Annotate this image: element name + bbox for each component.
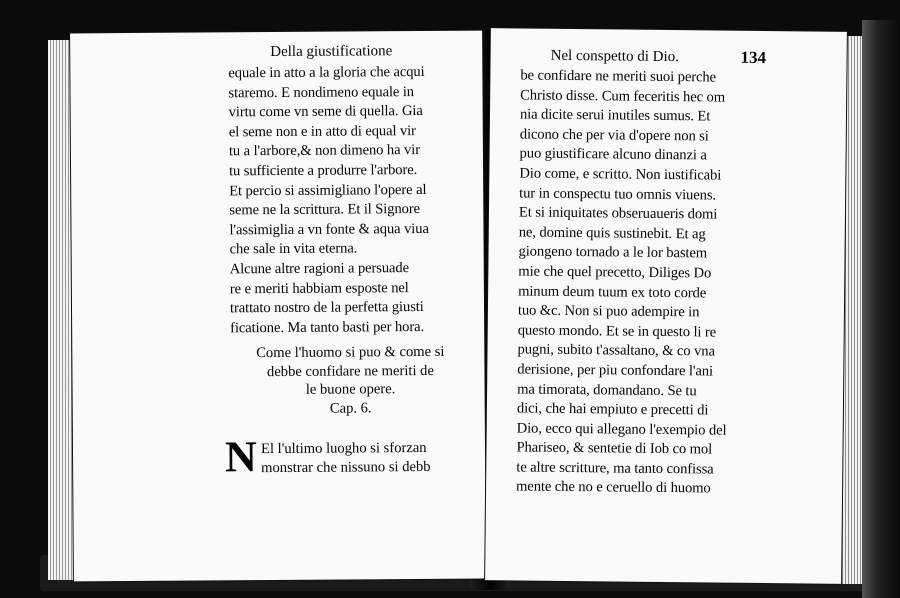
text-line: staremo. E nondimeno equale in xyxy=(228,83,415,101)
text-line: minum deum tuum ex toto corde xyxy=(518,282,707,301)
text-line: dicono che per via d'opere non si xyxy=(519,126,709,145)
text-line: nia dicite serui inutiles sumus. Et xyxy=(519,106,711,125)
text-line: virtu come vn seme di quella. Gia xyxy=(228,103,423,121)
left-running-head: Della giustificatione xyxy=(270,43,393,61)
text-line: be confidare ne meriti suoi perche xyxy=(520,67,717,86)
text-line: ficatione. Ma tanto basti per hora. xyxy=(230,318,425,337)
chapter-heading xyxy=(222,343,479,419)
text-line: dici, che hai empiuto e precetti di xyxy=(516,400,709,419)
text-line: che sale in vita eterna. xyxy=(229,240,358,258)
text-line: mie che quel precetto, Diliges Do xyxy=(518,263,712,282)
text-line: tuo &c. Non si puo adempire in xyxy=(517,302,700,321)
text-line: Dio, ecco qui allegano l'exempio del xyxy=(516,420,727,439)
folio-number: 134 xyxy=(740,47,767,68)
text-line: tu sufficiente a produrre l'arbore. xyxy=(229,161,418,180)
chapter-heading-line: Come l'huomo si puo & come si xyxy=(256,343,445,362)
text-line: Et percio si assimigliano l'opere al xyxy=(229,181,427,199)
text-line: puo giustificare alcuno dinanzi a xyxy=(519,145,707,164)
drop-cap-initial: N xyxy=(224,432,258,482)
text-line: Alcune altre ragioni a persuade xyxy=(229,260,410,278)
text-line: Christo disse. Cum feceritis hec om xyxy=(520,87,726,106)
text-line: te altre scritture, ma tanto confissa xyxy=(516,459,714,478)
text-line: el seme non e in atto di equal vir xyxy=(228,122,416,141)
chapter-heading-line: debbe confidare ne meriti de xyxy=(266,362,434,380)
chapter-opening-text xyxy=(261,439,431,478)
text-line: tu a l'arbore,& non dimeno ha vir xyxy=(228,142,421,160)
text-line: Phariseo, & sentetie di Iob co mol xyxy=(516,439,713,458)
right-page xyxy=(485,28,847,584)
left-page xyxy=(70,31,486,582)
text-line: seme ne la scrittura. Et il Signore xyxy=(229,201,421,219)
text-line: Et si iniquitates obseruaueris domi xyxy=(518,204,718,223)
text-line: mente che no e ceruello di huomo xyxy=(516,478,711,497)
text-line: trattato nostro de la perfetta giusti xyxy=(229,299,424,317)
right-running-head: Nel conspetto di Dio. xyxy=(550,47,680,66)
text-line: monstrar che nissuno si debb xyxy=(261,458,431,477)
text-line: pugni, subito t'assaltano, & co vna xyxy=(517,341,715,360)
chapter-number: Cap. 6. xyxy=(329,399,372,417)
text-line: derisione, per piu confondare l'ani xyxy=(517,361,714,380)
text-line: ne, domine quis sustinebit. Et ag xyxy=(518,224,706,243)
text-line: giongeno tornado a le lor bastem xyxy=(518,243,708,262)
chapter-heading-line: le buone opere. xyxy=(305,381,396,398)
left-body-text xyxy=(228,63,468,339)
text-line: re e meriti habbiam esposte nel xyxy=(229,279,409,297)
text-line: ma timorata, domandano. Se tu xyxy=(517,380,697,399)
text-line: equale in atto a la gloria che acqui xyxy=(228,63,425,82)
text-line: questo mondo. Et se in questo li re xyxy=(517,322,717,341)
text-line: l'assimiglia a vn fonte & aqua viua xyxy=(229,220,429,239)
text-line: El l'ultimo luogho si sforzan xyxy=(260,439,427,458)
right-body-text xyxy=(516,66,820,500)
background-shadow xyxy=(862,20,900,598)
text-line: tur in conspectu tuo omnis viuens. xyxy=(519,185,717,204)
text-line: Dio come, e scritto. Non iustificabi xyxy=(519,165,722,184)
